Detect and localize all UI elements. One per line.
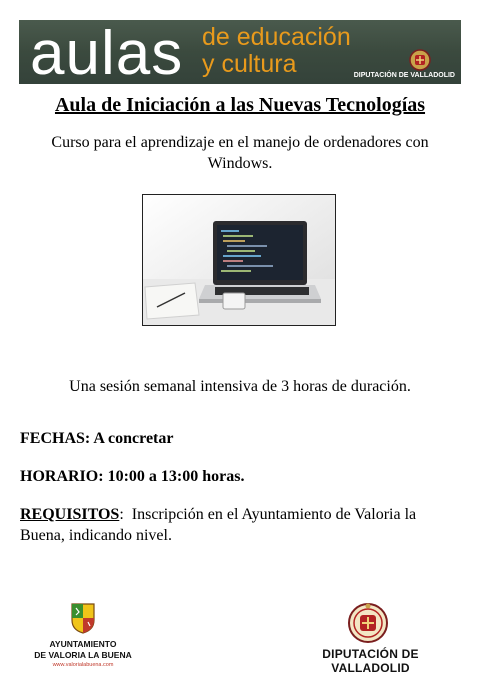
ayuntamiento-line2: DE VALORIA LA BUENA: [34, 650, 132, 660]
laptop-photo: [142, 194, 336, 326]
banner-subtitle-line1: de educación: [202, 23, 351, 51]
header-banner: [19, 20, 461, 84]
fechas-row: [20, 428, 460, 449]
ayuntamiento-line1: AYUNTAMIENTO: [49, 639, 117, 649]
horario-value: 10:00 a 13:00 horas.: [107, 468, 245, 485]
requisitos-row: [20, 504, 460, 546]
banner-subtitle-line2: y cultura: [202, 50, 297, 78]
fechas-label: FECHAS:: [20, 430, 91, 447]
course-description: Curso para el aprendizaje en el manejo de ordenadores con Windows.: [51, 134, 429, 172]
laptop-illustration-icon: [143, 195, 335, 325]
session-info: Una sesión semanal intensiva de 3 horas de duración.: [69, 378, 411, 395]
horario-label: HORARIO:: [20, 468, 104, 485]
ayuntamiento-shield-icon: [68, 602, 98, 634]
requisitos-label: REQUISITOS: [20, 506, 120, 523]
diputacion-name: DIPUTACIÓN DE VALLADOLID: [322, 647, 419, 675]
banner-subtitle: [202, 24, 351, 78]
diputacion-seal-icon: [409, 49, 431, 71]
fechas-value: A concretar: [93, 430, 174, 447]
page-title: Aula de Iniciación a las Nuevas Tecnologías: [54, 94, 426, 116]
ayuntamiento-logo: [24, 602, 142, 674]
requisitos-value: Inscripción en el Ayuntamiento de Valoria la Buena, indicando nivel.: [20, 506, 417, 544]
banner-org: DIPUTACIÓN DE VALLADOLID: [353, 72, 455, 79]
banner-word: aulas: [30, 20, 184, 84]
diputacion-crest-icon: [347, 602, 389, 644]
ayuntamiento-website: www.valorialabuena.com: [52, 662, 114, 668]
requisitos-separator: :: [119, 506, 124, 523]
horario-row: [20, 466, 460, 487]
diputacion-logo: [283, 602, 458, 675]
